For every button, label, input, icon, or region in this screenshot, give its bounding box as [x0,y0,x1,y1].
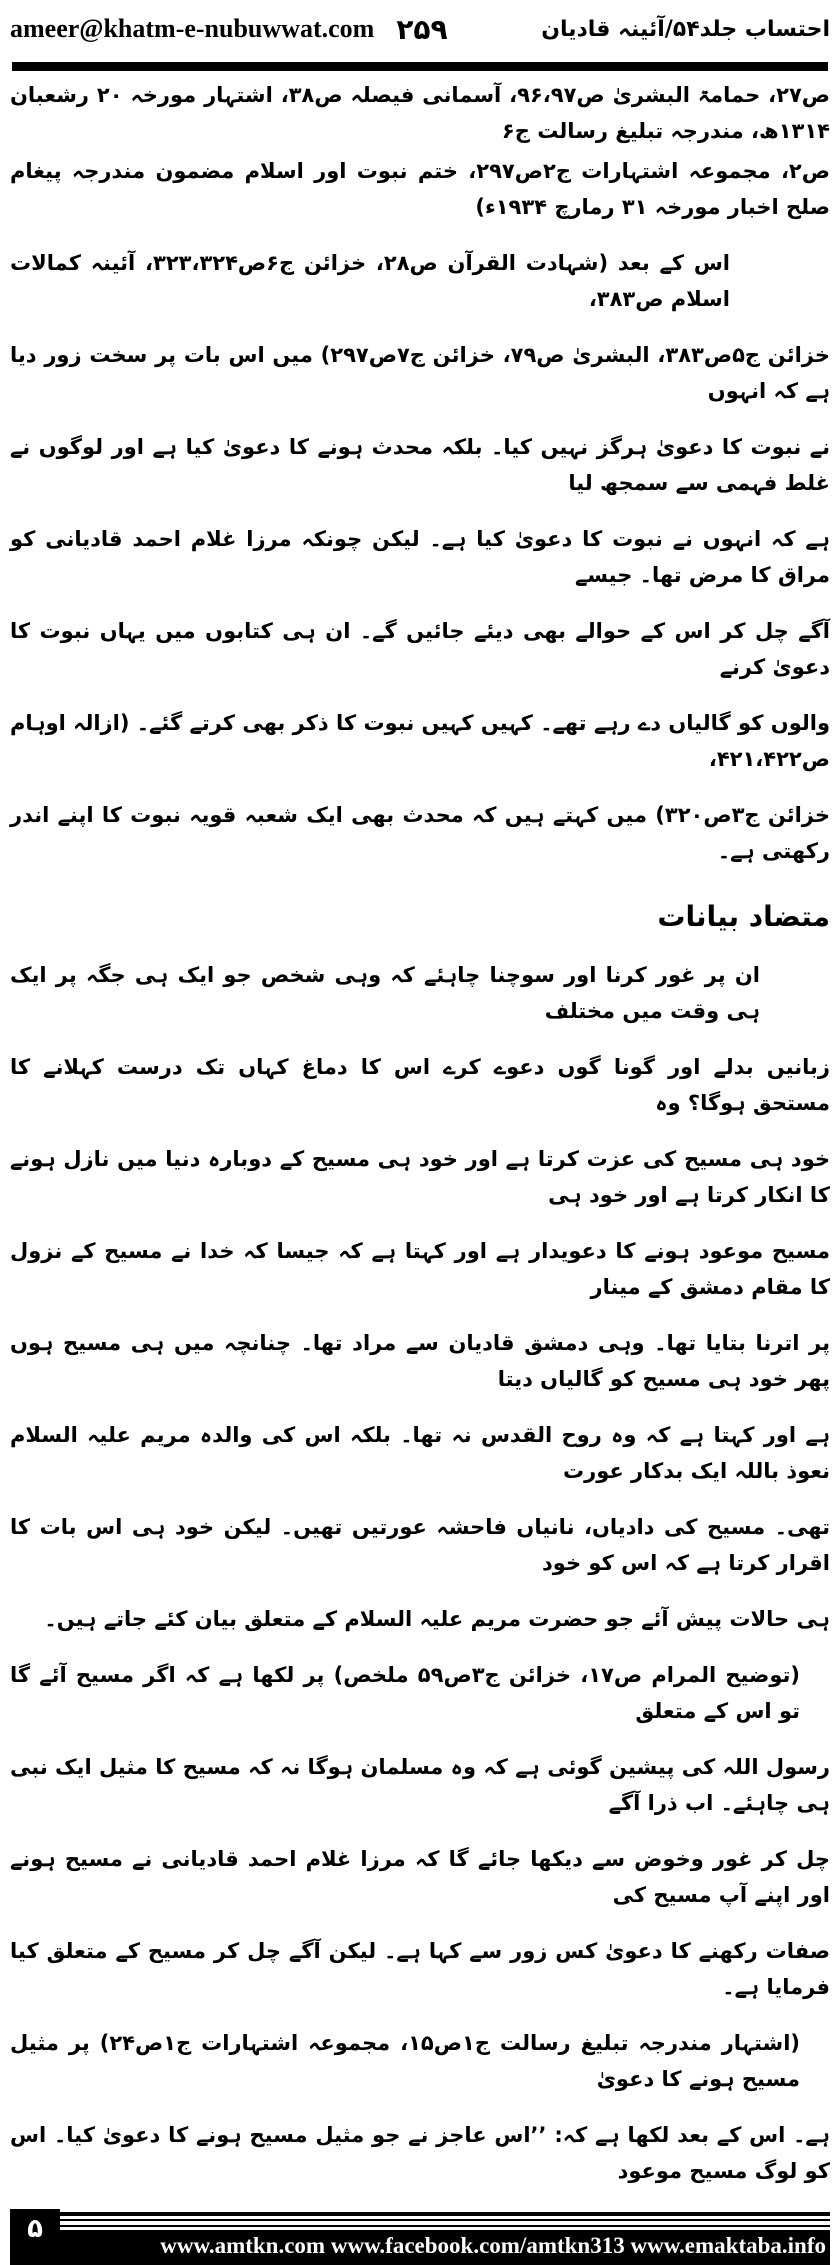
text-line: ہے کہ انہوں نے نبوت کا دعویٰ کیا ہے۔ لیکن چونکہ مرزا غلام احمد قادیانی کو مراق کا مرض تھا۔ جیسے [10,527,830,587]
text-line: خزائن ج۵ص۳۸۳، البشریٰ ص۷۹، خزائن ج۷ص۲۹۷) میں اس بات پر سخت زور دیا ہے کہ انہوں [10,343,830,403]
page-footer [10,2209,830,2265]
text-line: (توضیح المرام ص۱۷، خزائن ج۳ص۵۹ ملخص) پر لکھا ہے کہ اگر مسیح آئے گا تو اس کے متعلق [10,1663,801,1723]
text-line: ص۲، مجموعہ اشتہارات ج۲ص۲۹۷، ختم نبوت اور اسلام مضمون مندرجہ پیغام صلح اخبار مورخہ ۳۱ رمارچ ۱۹۳۴ء) [10,159,830,219]
text-line: مسیح موعود ہونے کا دعویدار ہے اور کہتا ہے کہ جیسا کہ خدا نے مسیح کے نزول کا مقام دمشق کے مینار [10,1239,830,1299]
text-line: خزائن ج۳ص۳۲۰) میں کہتے ہیں کہ محدث بھی ایک شعبہ قویہ نبوت کا اپنے اندر رکھتی ہے۔ [10,803,830,863]
footer-rule [60,2212,830,2216]
section-heading: متضاد بیانات [657,900,830,933]
text-line: صفات رکھنے کا دعویٰ کس زور سے کہا ہے۔ لیکن آگے چل کر مسیح کے متعلق کیا فرمایا ہے۔ [10,1939,830,1999]
text-line: خود ہی مسیح کی عزت کرتا ہے اور خود ہی مسیح کے دوبارہ دنیا میں نازل ہونے کا انکار کرتا ہے اور خود ہی [10,1147,830,1207]
text-line: اس کے بعد (شہادت القرآن ص۲۸، خزائن ج۶ص۳۲۳،۳۲۴، آئینہ کمالات اسلام ص۳۸۳، [10,251,730,311]
text-line: زبانیں بدلے اور گونا گوں دعوے کرے اس کا دماغ کہاں تک درست کہلانے کا مستحق ہوگا؟ وہ [10,1055,830,1115]
text-line: ہے اور کہتا ہے کہ وہ روح القدس نہ تھا۔ بلکہ اس کی والدہ مریم علیہ السلام نعوذ باللہ ایک بدکار عورت [10,1423,830,1483]
text-line: آگے چل کر اس کے حوالے بھی دیئے جائیں گے۔ ان ہی کتابوں میں یہاں نبوت کا دعویٰ کرنے [10,619,830,679]
page-number: ۲۵۹ [396,12,448,46]
text-line: تھی۔ مسیح کی دادیاں، نانیاں فاحشہ عورتیں تھیں۔ لیکن خود ہی اس بات کا اقرار کرتا ہے کہ اس کو خود [10,1515,830,1575]
text-line: والوں کو گالیاں دے رہے تھے۔ کہیں کہیں نبوت کا ذکر بھی کرتے گئے۔ (ازالہ اوہام ص۴۲۱،۴۲۲، [10,711,830,771]
text-line: ہی حالات پیش آئے جو حضرت مریم علیہ السلام کے متعلق بیان کئے جاتے ہیں۔ [44,1607,830,1631]
book-title: احتساب جلد۵۴/آئینہ قادیان [541,16,830,42]
footer-rule [60,2219,830,2221]
text-line: نے نبوت کا دعویٰ ہرگز نہیں کیا۔ بلکہ محدث ہونے کا دعویٰ کیا ہے اور لوگوں نے غلط فہمی سے سمجھ لیا [10,435,830,495]
header-rule [12,62,828,71]
text-line: پر اترنا بتایا تھا۔ وہی دمشق قادیان سے مراد تھا۔ چنانچہ میں ہی مسیح ہوں پھر خود ہی مسیح کو گالیاں دیتا [10,1331,830,1391]
footer-page-badge: ۵ [10,2209,60,2265]
text-line: ہے۔ اس کے بعد لکھا ہے کہ: ’’اس عاجز نے جو مثیل مسیح ہونے کا دعویٰ کیا۔ اس کو لوگ مسیح موعود [10,2123,830,2183]
text-line: چل کر غور وخوض سے دیکھا جائے گا کہ مرزا غلام احمد قادیانی نے مسیح ہونے اور اپنے آپ مسیح کی [10,1847,830,1907]
body-text [10,77,830,2189]
text-line: (اشتہار مندرجہ تبلیغ رسالت ج۱ص۱۵، مجموعہ اشتہارات ج۱ص۲۴) پر مثیل مسیح ہونے کا دعویٰ [10,2031,800,2091]
footer-rule [60,2225,830,2227]
text-line: ص۲۷، حمامۃ البشریٰ ص۹۶،۹۷، آسمانی فیصلہ ص۳۸، اشتہار مورخہ ۲۰ رشعبان ۱۳۱۴ھ، مندرجہ تبلیغ رسالت ج۶ [10,83,831,143]
text-line: رسول اللہ کی پیشین گوئی ہے کہ وہ مسلمان ہوگا نہ کہ مسیح کا مثیل ایک نبی ہی چاہئے۔ اب ذرا آگے [10,1755,830,1815]
header-email: ameer@khatm-e-nubuwwat.com [10,14,375,43]
page-header [10,0,830,58]
footer-links: www.amtkn.com www.facebook.com/amtkn313 www.emaktaba.info [60,2230,830,2265]
text-line: ان پر غور کرنا اور سوچنا چاہئے کہ وہی شخص جو ایک ہی جگہ پر ایک ہی وقت میں مختلف [10,963,760,1023]
footer-right [60,2209,830,2265]
